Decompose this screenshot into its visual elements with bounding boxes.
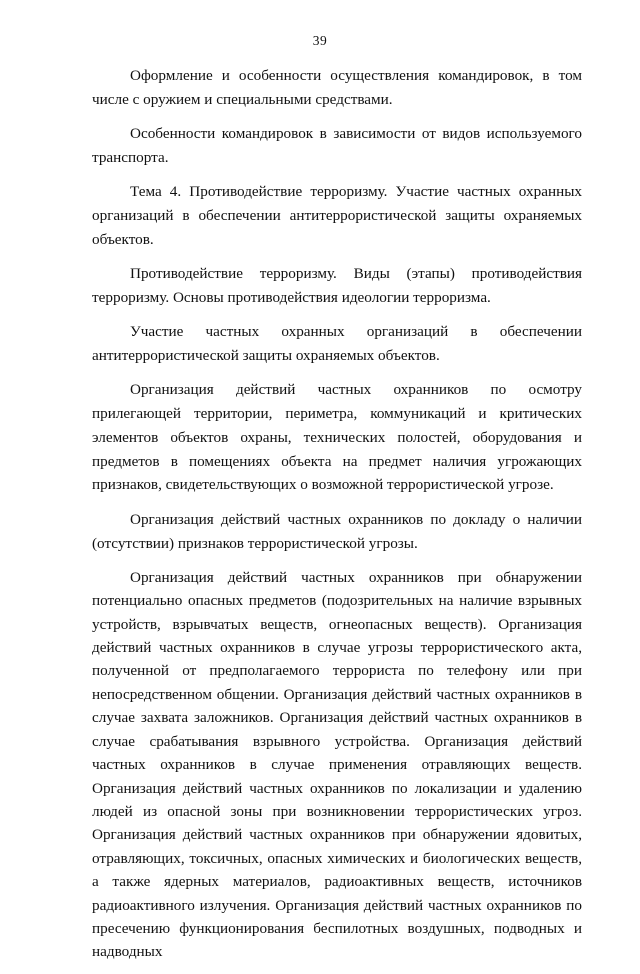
paragraph-business-trips-weapons: Оформление и особенности осуществления командировок, в том числе с оружием и специальными средствами. [92,67,582,108]
page-number: 39 [312,33,328,48]
paragraph-business-trips-transport: Особенности командировок в зависимости от видов используемого транспорта. [92,125,582,166]
paragraph-inspection-actions: Организация действий частных охранников по осмотру прилегающей территории, периметра, коммуникаций и критических элементов объектов охраны, технических полостей, оборудования и предметов в помещениях объекта на предмет наличия угрожающих признаков, свидетельствующих о возможной террористической угрозе. [92,381,582,494]
page-body [92,64,582,974]
paragraph-topic-4-heading: Тема 4. Противодействие терроризму. Участие частных охранных организаций в обеспечении антитеррористической защиты охраняемых объектов. [92,183,582,248]
paragraph-counter-terrorism-types: Противодействие терроризму. Виды (этапы) противодействия терроризму. Основы противодействия идеологии терроризма. [92,265,582,306]
paragraph-threat-reporting: Организация действий частных охранников по докладу о наличии (отсутствии) признаков террористической угрозы. [92,510,582,552]
paragraph-dangerous-objects-actions: Организация действий частных охранников при обнаружении потенциально опасных предметов (подозрительных на наличие взрывных устройств, взрывчатых веществ, огнеопасных веществ). Организация действий частных охранников в случае угрозы террористического акта, полученной от предполагаемого террориста по телефону или при непосредственном общении. Организация действий частных охранников в случае захвата заложников. Организация действий частных охранников в случае срабатывания взрывного устройства. Организация действий частных охранников в случае применения отравляющих веществ. Организация действий частных охранников по локализации и удалению людей из опасной зоны при возникновении террористических угроз. Организация действий частных охранников при обнаружении ядовитых, отравляющих, токсичных, опасных химических и биологических веществ, а также ядерных материалов, радиоактивных веществ, источников радиоактивного излучения. Организация действий частных охранников по пресечению функционирования беспилотных воздушных, подводных и надводных [92,568,582,961]
paragraph-security-participation: Участие частных охранных организаций в обеспечении антитеррористической защиты охраняемых объектов. [92,323,582,364]
